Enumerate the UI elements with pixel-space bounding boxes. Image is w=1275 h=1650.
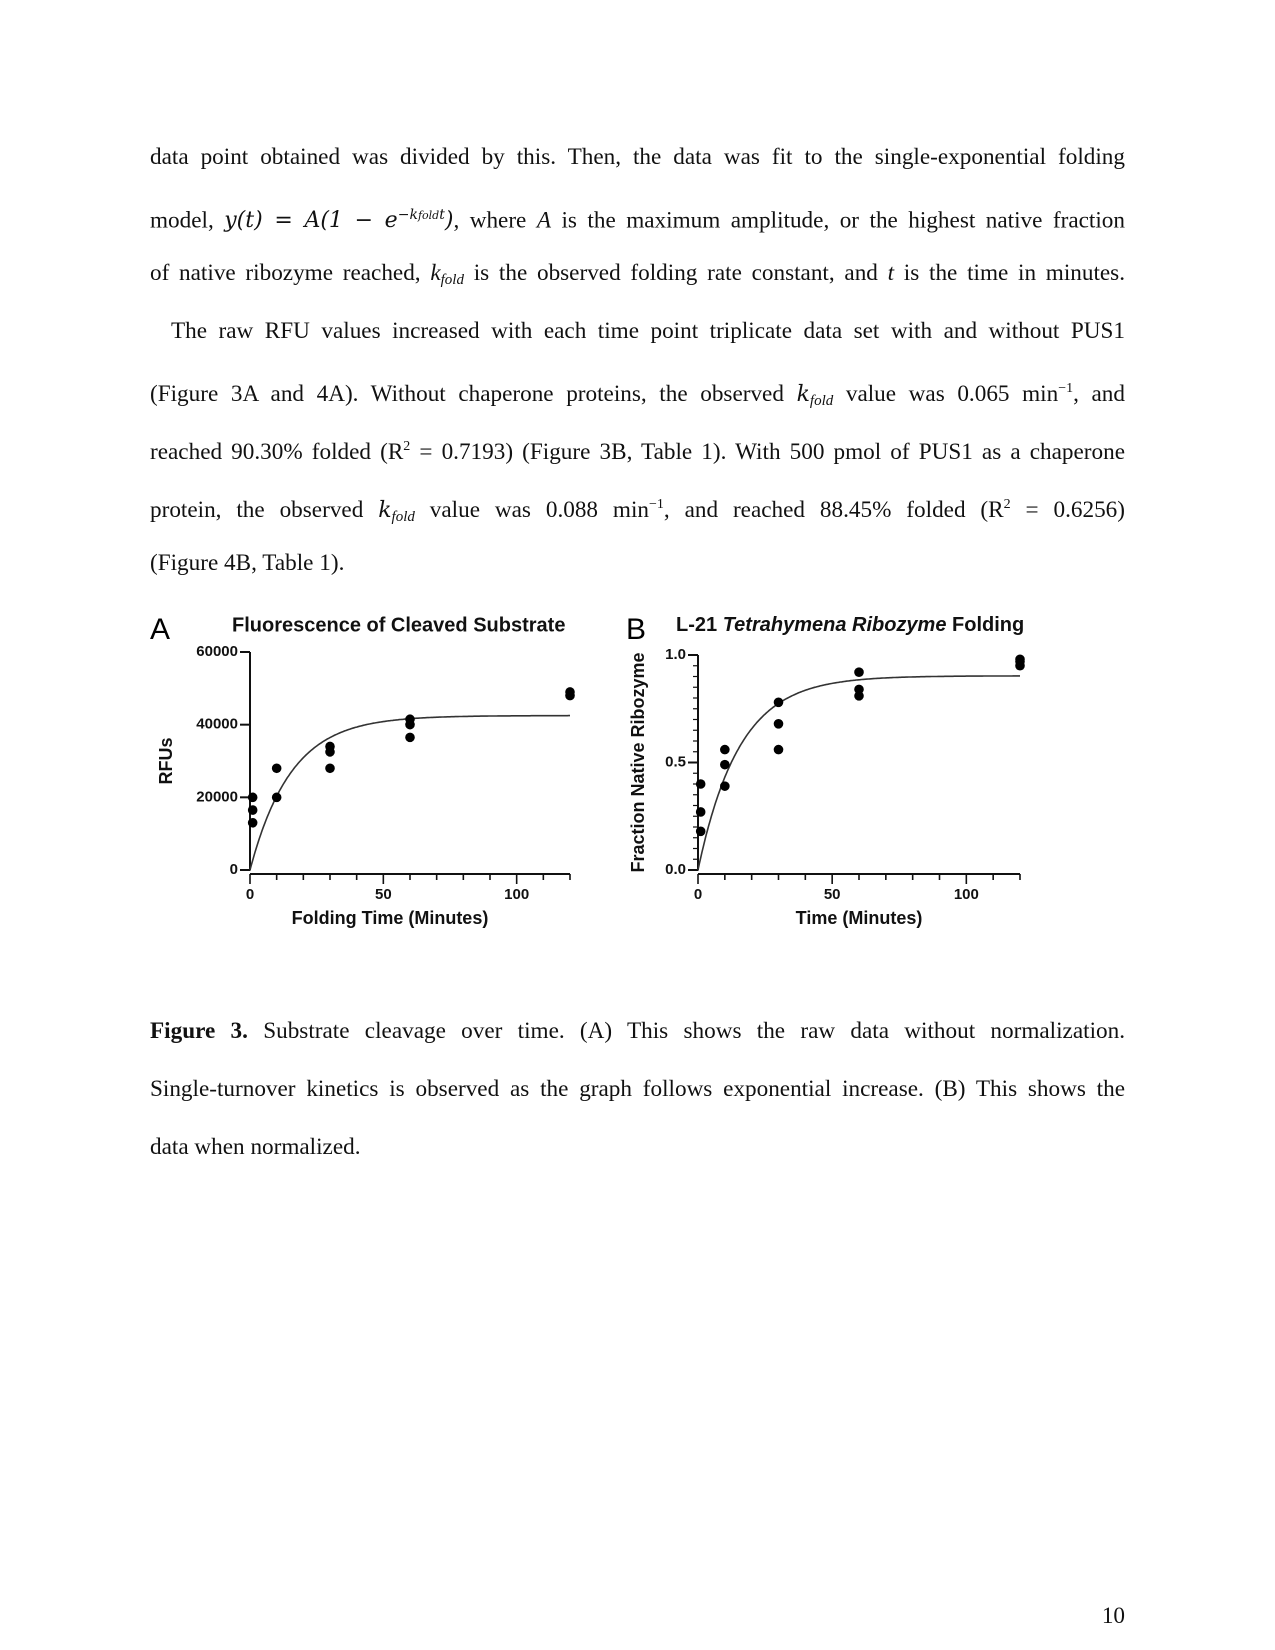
panel-label: B <box>626 612 647 646</box>
text-span: , and reached 88.45% folded (R <box>663 497 1004 523</box>
x-tick-label: 0 <box>245 886 255 903</box>
fit-curve <box>698 676 1020 870</box>
x-axis-label: Time (Minutes) <box>795 908 923 928</box>
data-point <box>854 691 864 701</box>
body-line-1: data point obtained was divided by this. Then, the data was fit to the single-exponential folding <box>150 144 1125 170</box>
y-tick-label: 0 <box>229 860 238 878</box>
body-line-2 <box>150 186 1125 244</box>
data-point <box>272 793 282 803</box>
y-tick-label: 0.5 <box>665 753 686 771</box>
y-tick-label: 0.0 <box>665 860 686 878</box>
data-point <box>272 763 282 773</box>
text-span: value was 0.065 min <box>833 381 1059 407</box>
var-k: k <box>796 382 810 407</box>
text-span: is the observed folding rate constant, and <box>463 260 888 286</box>
equation-text: y(t) = A(1 − e <box>224 208 398 234</box>
text-span: of native ribozyme reached, <box>150 260 431 286</box>
y-tick-label: 40000 <box>196 715 238 733</box>
chart-title-part: L-21 <box>676 614 723 637</box>
var-A: A <box>536 207 551 234</box>
superscript: 2 <box>1003 497 1011 512</box>
superscript: −1 <box>648 497 664 512</box>
equation-exponent-sub: fold <box>417 209 440 222</box>
panel-label: A <box>150 612 171 646</box>
text-span: model, <box>150 207 225 234</box>
data-point <box>248 793 258 803</box>
text-span: , and <box>1073 381 1125 407</box>
body-line-7 <box>150 476 1125 534</box>
var-k-sub: fold <box>440 272 464 288</box>
data-point <box>325 763 335 773</box>
data-point <box>774 745 784 755</box>
var-k-sub: fold <box>391 509 415 525</box>
x-axis-label: Folding Time (Minutes) <box>291 908 489 928</box>
figure-caption <box>150 1002 1125 1176</box>
body-text <box>150 128 1125 592</box>
data-point <box>248 805 258 815</box>
data-point <box>774 719 784 729</box>
equation-end: ) <box>444 208 454 234</box>
data-point <box>696 807 706 817</box>
text-span: reached 90.30% folded (R <box>150 439 404 465</box>
x-tick-label: 100 <box>504 886 530 903</box>
data-point <box>854 667 864 677</box>
y-tick-label: 1.0 <box>665 645 686 663</box>
equation-exponent: −k <box>397 207 418 223</box>
caption-line-1 <box>150 1002 1125 1060</box>
text-span: protein, the observed <box>150 497 379 523</box>
body-line-6 <box>150 418 1125 476</box>
text-span: = 0.7193) (Figure 3B, Table 1). With 500 pmol of PUS1 as a chaperone <box>410 439 1125 465</box>
chart-title: Fluorescence of Cleaved Substrate <box>232 614 566 637</box>
var-k: k <box>430 260 441 286</box>
data-point <box>696 827 706 837</box>
text-span: = 0.6256) <box>1010 497 1125 523</box>
x-tick-label: 0 <box>693 886 703 903</box>
chart-panel-a <box>150 613 575 928</box>
y-tick-label: 60000 <box>196 642 238 660</box>
equation <box>224 208 453 233</box>
body-line-8: (Figure 4B, Table 1). <box>150 550 345 576</box>
text-span: , where <box>453 207 537 234</box>
y-axis-label: RFUs <box>156 737 176 785</box>
data-point <box>1015 661 1025 671</box>
x-tick-label: 50 <box>823 886 841 903</box>
caption-label: Figure 3. <box>150 1018 248 1044</box>
chart-title <box>676 614 1024 636</box>
body-line-4: The raw RFU values increased with each time point triplicate data set with and without PUS1 <box>171 318 1125 344</box>
text-span: is the maximum amplitude, or the highest native fraction <box>551 207 1125 234</box>
figure-3 <box>0 600 1275 960</box>
data-point <box>774 698 784 708</box>
x-tick-label: 100 <box>953 886 979 903</box>
page-number: 10 <box>1101 1603 1125 1629</box>
caption-text: Substrate cleavage over time. (A) This shows the raw data without normalization. <box>247 1018 1125 1044</box>
superscript: −1 <box>1058 381 1074 396</box>
y-axis-label: Fraction Native Ribozyme <box>628 652 648 873</box>
data-point <box>565 691 575 701</box>
equation-exponent-t: t <box>439 207 445 223</box>
data-point <box>405 733 415 743</box>
body-line-5 <box>150 360 1125 418</box>
var-k: k <box>378 498 392 523</box>
y-tick-label: 20000 <box>196 788 238 806</box>
body-line-3 <box>150 244 1125 302</box>
data-point <box>720 745 730 755</box>
var-t: t <box>887 260 895 286</box>
chart-title-part: Tetrahymena Ribozyme <box>722 614 947 637</box>
superscript: 2 <box>403 439 411 454</box>
data-point <box>325 747 335 757</box>
chart-panel-b <box>626 613 1025 928</box>
caption-line-2: Single-turnover kinetics is observed as the graph follows exponential increase. (B) This shows the <box>150 1076 1125 1102</box>
data-point <box>696 779 706 789</box>
data-point <box>720 781 730 791</box>
var-k-sub: fold <box>809 393 834 409</box>
data-point <box>405 720 415 730</box>
text-span: (Figure 3A and 4A). Without chaperone proteins, the observed <box>150 381 797 407</box>
x-tick-label: 50 <box>374 886 392 903</box>
text-span: value was 0.088 min <box>414 497 649 523</box>
data-point <box>248 818 258 828</box>
text-span: is the time in minutes. <box>894 260 1125 286</box>
caption-line-3: data when normalized. <box>150 1134 361 1160</box>
chart-title-part: Folding <box>946 614 1025 637</box>
data-point <box>720 760 730 770</box>
